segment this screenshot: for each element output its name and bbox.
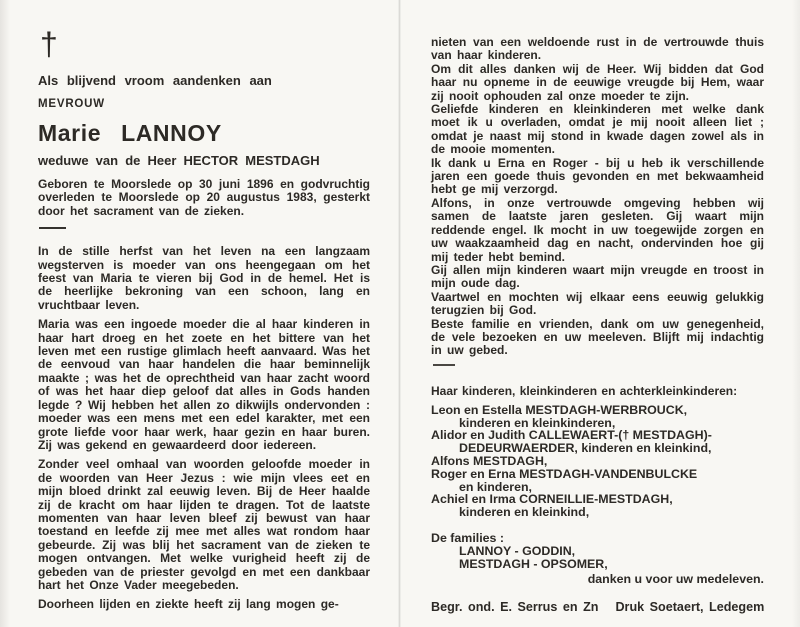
printer-credit: Druk Soetaert, Ledegem [615,599,765,614]
left-page [38,28,370,612]
paragraph: Alfons, in onze vertrouwde omgeving hebben wij samen de laatste jaren gesleten. Gij waart mijn reddende engel. Ik mocht in uw toegewijde zorgen en uw waakzaamheid dag en nacht, ondervinden hoe gij mij teder hebt bemind. [431,195,764,264]
undertaker-credit: Begr. ond. E. Serrus en Zn [431,599,599,614]
scan-edge-shadow-left [0,0,10,627]
family-name: MESTDAGH - OPSOMER, [459,556,608,571]
family-line-continuation: en kinderen, [459,479,532,494]
card-fold-line [398,0,401,627]
paragraph: Vaartwel en mochten wij elkaar eens eeuwig gelukkig terugzien bij God. [431,289,764,318]
paragraph: Beste familie en vrienden, dank om uw genegenheid, de vele bezoeken en uw meeleven. Blijft mij indachtig in uw gebed. [431,316,764,358]
family-line-continuation: kinderen en kleinkinderen, [459,415,616,430]
family-line: Alidor en Judith CALLEWAERT-(† MESTDAGH)- [431,428,712,443]
family-line-continuation: DEDEURWAERDER, kinderen en kleinkind, [459,441,712,456]
paragraph: Zonder veel omhaal van woorden geloofde moeder in de woorden van Heer Jezus : wie mijn vlees eet en mijn bloed drinkt zal eeuwig leven. Bij de Heer haalde zij de kracht om haar lijden te dragen. Tot de laatste momenten van haar leven bleef zij bewust van haar toestand en leefde zij mee met alles wat rondom haar gebeurde. Zij was blij het sacrament van de zieken te mogen ontvangen. Met welke vurigheid heeft zij de gebeden van de priester gevolgd en met een dankbaar hart het Onze Vader meegebeden. [38,457,370,592]
closing-line: danken u voor uw medeleven. [587,571,764,586]
family-line-continuation: kinderen en kleinkind, [459,505,590,520]
paragraph: Geliefde kinderen en kleinkinderen met welke dank moet ik u overladen, omdat je mij nooit alleen liet ; omdat je naast mij stond in kwade dagen zowel als in de mooie momenten. [431,102,764,157]
families-label: De families : [431,530,504,545]
right-page [431,36,791,614]
honorific: MEVROUW [38,98,105,110]
divider-rule [39,227,66,229]
birth-death-line: Geboren te Moorslede op 30 juni 1896 en godvruchtig overleden te Moorslede op 20 augustus 1983, gesterkt door het sacrament van de zieken. [38,177,370,218]
eulogy-text-left [38,245,370,612]
cross-icon: † [40,26,58,62]
paragraph: Om dit alles danken wij de Heer. Wij bidden dat God haar nu opneme in de eeuwige vreugde bij Hem, waar zij nooit ophouden zal onze moeder te zijn. [431,61,764,103]
intro-line: Als blijvend vroom aandenken aan [38,73,272,88]
paragraph: Ik dank u Erna en Roger - bij u heb ik verschillende jaren een goede thuis gevonden en met bekwaamheid hebt ge mij verzorgd. [431,155,764,197]
family-heading: Haar kinderen, kleinkinderen en achterkleinkinderen: [431,383,738,398]
deceased-name: Marie LANNOY [38,120,222,146]
paragraph: In de stille herfst van het leven na een langzaam wegsterven is moeder van ons heengegaan om het feest van Maria te vieren bij God in de hemel. Het is de heerlijke bekroning van een schoon, lang en vruchtbaar leven. [38,244,370,312]
paragraph: Gij allen mijn kinderen waart mijn vreugde en troost in mijn oude dag. [431,262,764,291]
paragraph: nieten van een weldoende rust in de vertrouwde thuis van haar kinderen. [431,35,764,63]
families-block [431,532,791,586]
credits-line [431,600,791,614]
paragraph: Maria was een ingoede moeder die al haar kinderen in haar hart droeg en het zoete en het bittere van het leven met een rustige glimlach heeft aanvaard. Was het de eenvoud van haar handelen die haar beminnelijk maakte ; was het de oprechtheid van haar zacht woord of was het haar diep geloof dat alles in Gods handen legde ? Wij hebben het allen zo dikwijls ondervonden : moeder was een mens met een edel karakter, met een grote liefde voor haar werk, haar gezin en haar buren. Zij was gekend en gewaardeerd door iedereen. [38,317,370,452]
family-line: Roger en Erna MESTDAGH-VANDENBULCKE [431,466,698,481]
divider-rule-small [433,364,455,366]
family-line: Achiel en Irma CORNEILLIE-MESTDAGH, [431,492,673,507]
paragraph: Doorheen lijden en ziekte heeft zij lang mogen ge- [38,597,339,612]
family-name: LANNOY - GODDIN, [459,543,576,558]
widow-line: weduwe van de Heer HECTOR MESTDAGH [38,153,320,168]
family-line: Leon en Estella MESTDAGH-WERBROUCK, [431,402,688,417]
family-line: Alfons MESTDAGH, [431,453,548,468]
family-section [431,384,791,614]
scan-edge-shadow-right [792,0,800,627]
